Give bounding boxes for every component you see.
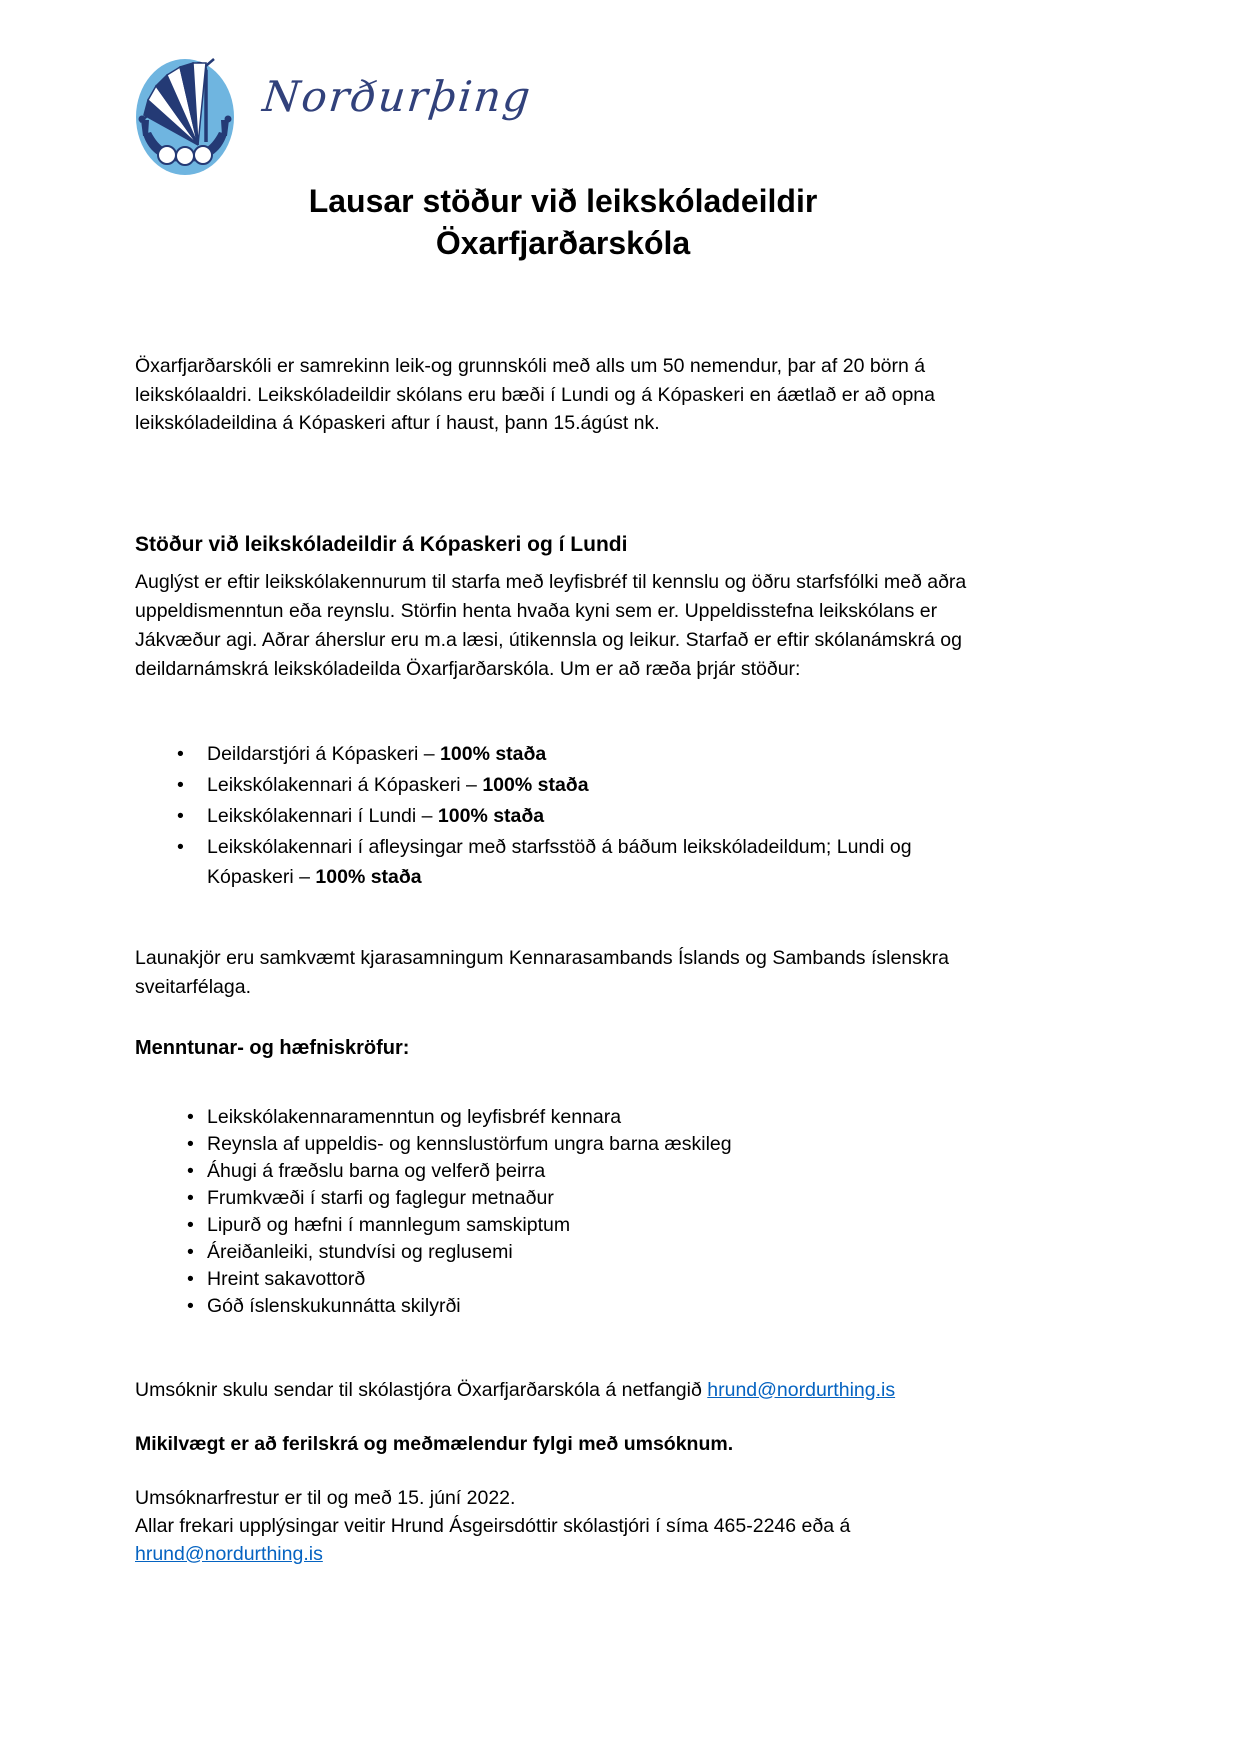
requirements-list xyxy=(187,1104,967,1320)
requirement-text: Leikskólakennaramenntun og leyfisbréf kennara xyxy=(207,1105,622,1128)
deadline-line: Umsóknarfrestur er til og með 15. júní 2022. xyxy=(135,1486,516,1509)
requirement-list-item xyxy=(187,1185,967,1212)
positions-paragraph: Auglýst er eftir leikskólakennurum til starfa með leyfisbréf til kennslu og öðru starfsfólki með aðra uppeldismenntun eða reynslu. Störfin henta hvaða kyni sem er. Uppeldisstefna leikskólans er Jákvæður agi. Aðrar áherslur eru m.a læsi, útikennsla og leikur. Starfað er eftir skólanámskrá og deildarnámskrá leikskóladeilda Öxarfjarðarskóla. Um er að ræða þrjár stöður: xyxy=(135,570,967,680)
bullet-icon: • xyxy=(177,773,184,796)
requirement-text: Reynsla af uppeldis- og kennslustörfum ungra barna æskileg xyxy=(207,1132,732,1155)
requirement-text: Hreint sakavottorð xyxy=(207,1267,366,1290)
position-text: Leikskólakennari í afleysingar með starfsstöð á báðum leikskóladeildum; Lundi og Kópaskeri – xyxy=(207,835,912,888)
requirement-text: Góð íslenskukunnátta skilyrði xyxy=(207,1294,461,1317)
bullet-icon: • xyxy=(187,1267,194,1290)
bullet-icon: • xyxy=(177,742,184,765)
bullet-icon: • xyxy=(187,1105,194,1128)
requirement-list-item xyxy=(187,1212,967,1239)
viking-ship-logo-icon xyxy=(135,58,235,176)
bullet-icon: • xyxy=(187,1159,194,1182)
page-title-line1: Lausar stöður við leikskóladeildir xyxy=(308,183,818,219)
requirement-text: Áreiðanleiki, stundvísi og reglusemi xyxy=(207,1240,513,1263)
position-list-item xyxy=(177,770,967,800)
application-paragraph xyxy=(135,1376,991,1404)
requirement-text: Lipurð og hæfni í mannlegum samskiptum xyxy=(207,1213,571,1236)
requirement-text: Áhugi á fræðslu barna og velferð þeirra xyxy=(207,1159,546,1182)
position-emphasis: 100% staða xyxy=(482,773,589,796)
bullet-icon: • xyxy=(187,1240,194,1263)
page-title-line2: Öxarfjarðarskóla xyxy=(435,225,691,261)
application-email-link[interactable]: hrund@nordurthing.is xyxy=(707,1378,896,1401)
page-title xyxy=(135,180,991,264)
position-emphasis: 100% staða xyxy=(440,742,547,765)
requirement-list-item xyxy=(187,1266,967,1293)
position-list-item xyxy=(177,739,967,769)
position-list-item xyxy=(177,832,967,892)
org-name: Norðurþing xyxy=(260,72,535,121)
requirements-heading: Menntunar- og hæfniskröfur: xyxy=(135,1036,410,1059)
position-emphasis: 100% staða xyxy=(437,804,545,827)
position-text: Deildarstjóri á Kópaskeri – xyxy=(207,742,441,765)
intro-paragraph: Öxarfjarðarskóli er samrekinn leik-og grunnskóli með alls um 50 nemendur, þar af 20 börn á leikskólaaldri. Leikskóladeildir skólans eru bæði í Lundi og á Kópaskeri en áætlað er að opna leikskóladeildina á Kópaskeri aftur í haust, þann 15.ágúst nk. xyxy=(135,355,935,434)
position-list-item xyxy=(177,801,967,831)
info-email-link[interactable]: hrund@nordurthing.is xyxy=(135,1542,323,1565)
bullet-icon: • xyxy=(187,1294,194,1317)
position-emphasis: 100% staða xyxy=(315,865,422,888)
requirement-list-item xyxy=(187,1104,967,1131)
application-text: Umsóknir skulu sendar til skólastjóra Öxarfjarðarskóla á netfangið xyxy=(135,1378,708,1401)
position-text: Leikskólakennari í Lundi – xyxy=(207,804,438,827)
bullet-icon: • xyxy=(187,1213,194,1236)
position-text: Leikskólakennari á Kópaskeri – xyxy=(207,773,483,796)
header-logo-row xyxy=(135,58,991,176)
salary-paragraph: Launakjör eru samkvæmt kjarasamningum Kennarasambands Íslands og Sambands íslenskra sveitarfélaga. xyxy=(135,946,949,998)
requirement-list-item xyxy=(187,1131,967,1158)
bullet-icon: • xyxy=(177,835,184,858)
bullet-icon: • xyxy=(187,1186,194,1209)
requirement-list-item xyxy=(187,1293,967,1320)
bullet-icon: • xyxy=(177,804,184,827)
positions-list xyxy=(177,739,967,892)
important-note: Mikilvægt er að ferilskrá og meðmælendur fylgi með umsóknum. xyxy=(135,1432,734,1455)
info-line: Allar frekari upplýsingar veitir Hrund Ásgeirsdóttir skólastjóri í síma 465-2246 eða á xyxy=(135,1514,851,1537)
requirement-text: Frumkvæði í starfi og faglegur metnaður xyxy=(207,1186,554,1209)
positions-heading: Stöður við leikskóladeildir á Kópaskeri og í Lundi xyxy=(135,532,628,556)
requirement-list-item xyxy=(187,1239,967,1266)
bullet-icon: • xyxy=(187,1132,194,1155)
requirement-list-item xyxy=(187,1158,967,1185)
closing-block xyxy=(135,1484,991,1568)
